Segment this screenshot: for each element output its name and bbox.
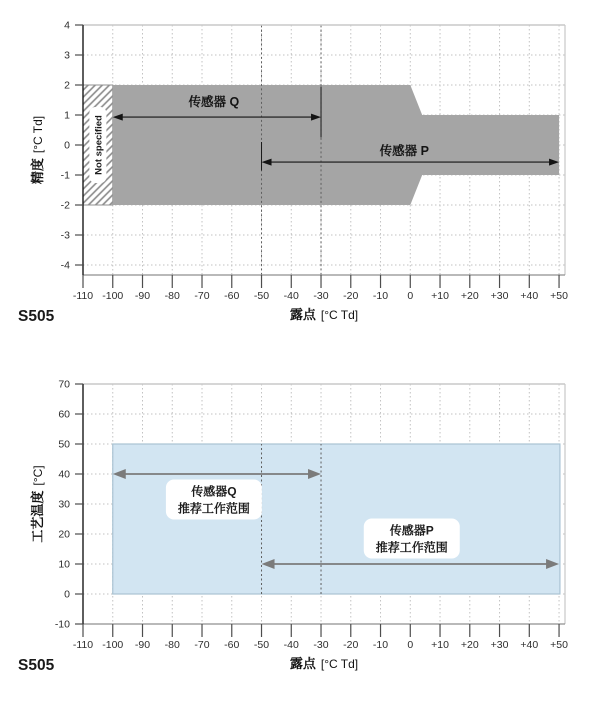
sensor-p-recommended-range-label: 传感器P xyxy=(389,523,434,538)
x-tick-label: +10 xyxy=(431,639,449,651)
x-tick-label: +20 xyxy=(460,290,479,302)
y-tick-label: -2 xyxy=(60,199,70,212)
y-tick-label: 0 xyxy=(64,588,70,601)
x-tick-label: 0 xyxy=(407,639,414,651)
x-tick-label: +30 xyxy=(490,290,509,302)
sensor-p-accuracy-range-label: 传感器 P xyxy=(379,143,429,158)
x-axis-title: 露点 [°C Td] xyxy=(289,656,359,671)
x-tick-label: +50 xyxy=(550,290,568,302)
y-tick-label: 1 xyxy=(64,109,70,122)
y-tick-label: -1 xyxy=(60,169,70,182)
y-tick-label: -3 xyxy=(60,229,70,242)
x-tick-label: +50 xyxy=(550,639,568,651)
sensor-q-recommended-range-label: 传感器Q xyxy=(191,484,237,499)
x-tick-label: -70 xyxy=(194,290,210,302)
model-label: S505 xyxy=(18,308,55,325)
x-tick-label: -10 xyxy=(372,290,389,302)
x-tick-label: -60 xyxy=(224,290,240,302)
x-tick-label: -30 xyxy=(313,639,329,651)
y-tick-label: 0 xyxy=(64,139,70,152)
x-tick-label: -10 xyxy=(372,639,389,651)
y-tick-label: -10 xyxy=(54,618,70,631)
y-tick-label: 50 xyxy=(58,438,70,451)
sensor-q-recommended-range-label-line2: 推荐工作范围 xyxy=(177,501,250,516)
x-tick-label: -40 xyxy=(283,639,299,651)
x-tick-label: 0 xyxy=(407,290,414,302)
x-tick-label: -50 xyxy=(253,290,270,302)
x-tick-label: -30 xyxy=(313,290,329,302)
x-tick-label: -90 xyxy=(134,290,151,302)
y-tick-label: 20 xyxy=(58,528,70,541)
x-tick-label: -60 xyxy=(224,639,240,651)
model-label: S505 xyxy=(18,657,55,674)
sensor-q-accuracy-range-label: 传感器 Q xyxy=(188,95,240,109)
x-tick-label: -20 xyxy=(343,639,359,651)
y-axis-title: 精度[°C Td] xyxy=(30,115,45,185)
y-tick-label: 2 xyxy=(64,79,70,92)
x-tick-label: +30 xyxy=(490,639,509,651)
y-tick-label: -4 xyxy=(60,259,70,272)
process-temperature-chart xyxy=(0,355,600,677)
x-tick-label: +40 xyxy=(520,290,539,302)
y-tick-label: 30 xyxy=(58,498,70,511)
accuracy-band xyxy=(113,85,559,205)
y-axis-title: 工艺温度[°C] xyxy=(30,465,45,543)
x-tick-label: -110 xyxy=(72,639,94,651)
y-tick-label: 40 xyxy=(58,468,70,481)
process-temperature-chart-canvas xyxy=(0,355,600,677)
accuracy-chart-canvas xyxy=(0,0,600,328)
y-tick-label: 10 xyxy=(58,558,70,571)
x-tick-label: -80 xyxy=(164,290,180,302)
y-tick-label: 70 xyxy=(58,378,70,391)
x-tick-label: -20 xyxy=(343,290,359,302)
x-axis-title: 露点 [°C Td] xyxy=(289,307,359,322)
x-tick-label: -70 xyxy=(194,639,210,651)
x-tick-label: -90 xyxy=(134,639,151,651)
x-tick-label: -40 xyxy=(283,290,299,302)
y-tick-label: 4 xyxy=(64,19,70,32)
x-tick-label: +40 xyxy=(520,639,539,651)
not-specified-label: Not specified xyxy=(93,115,105,175)
x-tick-label: +20 xyxy=(460,639,479,651)
x-tick-label: -110 xyxy=(72,290,94,302)
y-tick-label: 3 xyxy=(64,49,70,62)
y-tick-label: 60 xyxy=(58,408,70,421)
x-tick-label: -100 xyxy=(102,290,124,302)
x-tick-label: +10 xyxy=(431,290,449,302)
sensor-p-recommended-range-label-line2: 推荐工作范围 xyxy=(375,540,448,555)
x-tick-label: -50 xyxy=(253,639,270,651)
accuracy-chart xyxy=(0,0,600,328)
x-tick-label: -100 xyxy=(102,639,124,651)
not-specified-region xyxy=(83,85,113,205)
x-tick-label: -80 xyxy=(164,639,180,651)
